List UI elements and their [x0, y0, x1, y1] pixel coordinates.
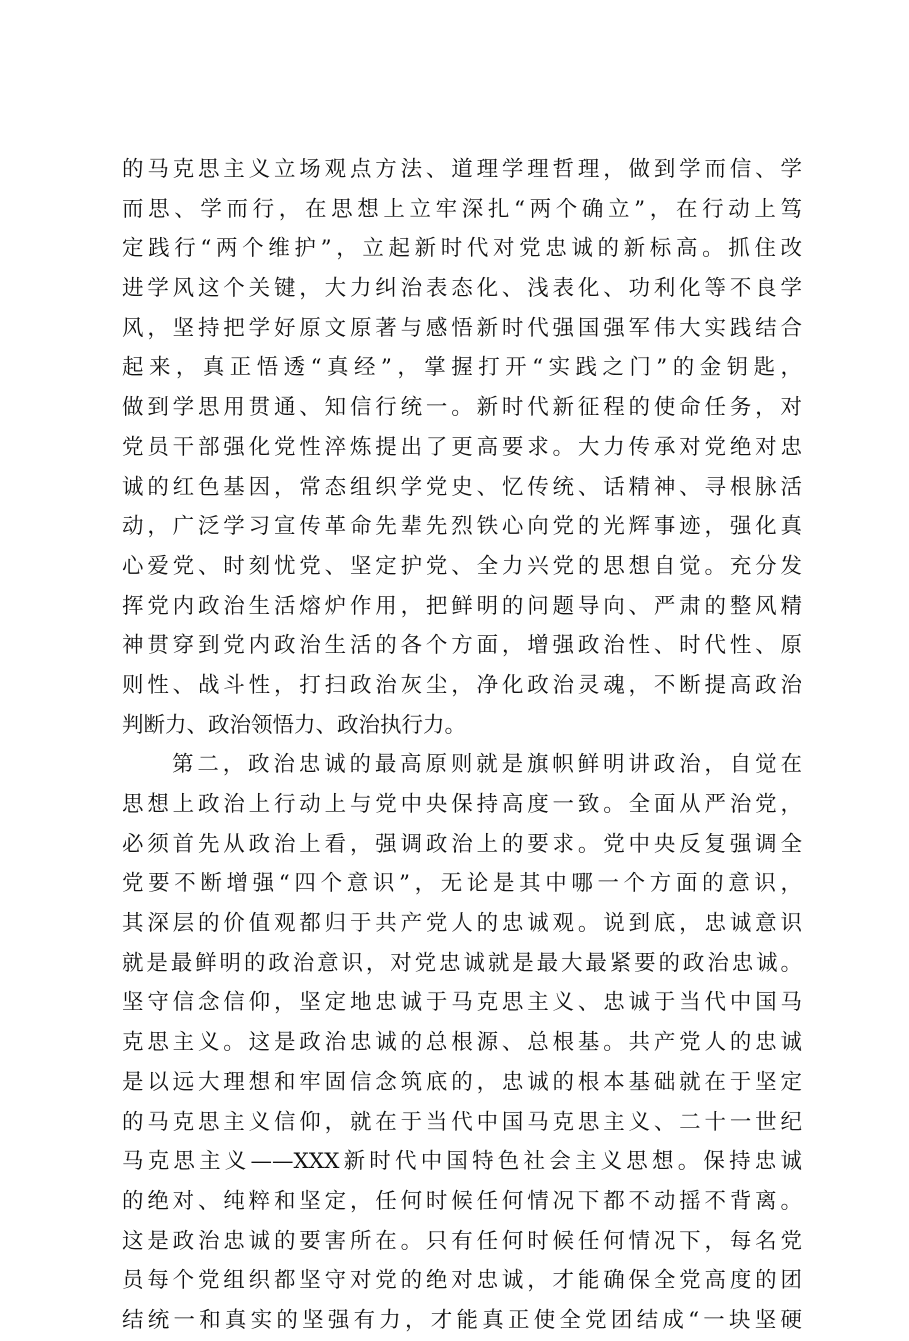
text-line: 起来，真正悟透“真经”，掌握打开“实践之门”的金钥匙， [122, 355, 802, 381]
text-line: 诚的红色基因，常态组织学党史、忆传统、话精神、寻根脉活 [122, 474, 802, 500]
text-line: 必须首先从政治上看，强调政治上的要求。党中央反复强调全 [122, 831, 802, 857]
document-body [122, 150, 802, 1341]
paragraph-first-line: 第二，政治忠诚的最高原则就是旗帜鲜明讲政治，自觉在 [172, 752, 802, 778]
text-line: 定践行“两个维护”，立起新时代对党忠诚的新标高。抓住改 [122, 236, 802, 262]
text-line: 是以远大理想和牢固信念筑底的，忠诚的根本基础就在于坚定 [122, 1069, 802, 1095]
text-line: 党要不断增强“四个意识”，无论是其中哪一个方面的意识， [122, 871, 802, 897]
text-line: 的绝对、纯粹和坚定，任何时候任何情况下都不动摇不背离。 [122, 1188, 802, 1214]
text-line: 马克思主义——XXX新时代中国特色社会主义思想。保持忠诚 [122, 1149, 802, 1175]
text-line: 而思、学而行，在思想上立牢深扎“两个确立”，在行动上笃 [122, 196, 802, 222]
text-line: 的马克思主义信仰，就在于当代中国马克思主义、二十一世纪 [122, 1109, 802, 1135]
text-line: 挥党内政治生活熔炉作用，把鲜明的问题导向、严肃的整风精 [122, 593, 802, 619]
text-line: 克思主义。这是政治忠诚的总根源、总根基。共产党人的忠诚 [122, 1030, 802, 1056]
paragraph-end-line: 判断力、政治领悟力、政治执行力。 [122, 712, 467, 738]
text-line: 结统一和真实的坚强有力，才能真正使全党团结成“一块坚硬 [122, 1307, 802, 1333]
text-line: 党员干部强化党性淬炼提出了更高要求。大力传承对党绝对忠 [122, 434, 802, 460]
text-line: 就是最鲜明的政治意识，对党忠诚就是最大最紧要的政治忠诚。 [122, 950, 802, 976]
text-line: 进学风这个关键，大力纠治表态化、浅表化、功利化等不良学 [122, 276, 802, 302]
text-line: 风，坚持把学好原文原著与感悟新时代强国强军伟大实践结合 [122, 315, 802, 341]
text-line: 的马克思主义立场观点方法、道理学理哲理，做到学而信、学 [122, 157, 802, 182]
text-line: 做到学思用贯通、知信行统一。新时代新征程的使命任务，对 [122, 395, 802, 421]
text-line: 其深层的价值观都归于共产党人的忠诚观。说到底，忠诚意识 [122, 911, 802, 937]
text-line: 员每个党组织都坚守对党的绝对忠诚，才能确保全党高度的团 [122, 1268, 802, 1294]
text-line: 坚守信念信仰，坚定地忠诚于马克思主义、忠诚于当代中国马 [122, 990, 802, 1016]
text-line: 思想上政治上行动上与党中央保持高度一致。全面从严治党， [122, 792, 802, 817]
text-line: 则性、战斗性，打扫政治灰尘，净化政治灵魂，不断提高政治 [122, 672, 802, 698]
text-line: 这是政治忠诚的要害所在。只有任何时候任何情况下，每名党 [122, 1228, 802, 1254]
text-line: 神贯穿到党内政治生活的各个方面，增强政治性、时代性、原 [122, 633, 802, 659]
text-line: 心爱党、时刻忧党、坚定护党、全力兴党的思想自觉。充分发 [122, 553, 802, 579]
text-line: 动，广泛学习宣传革命先辈先烈铁心向党的光辉事迹，强化真 [122, 514, 802, 540]
